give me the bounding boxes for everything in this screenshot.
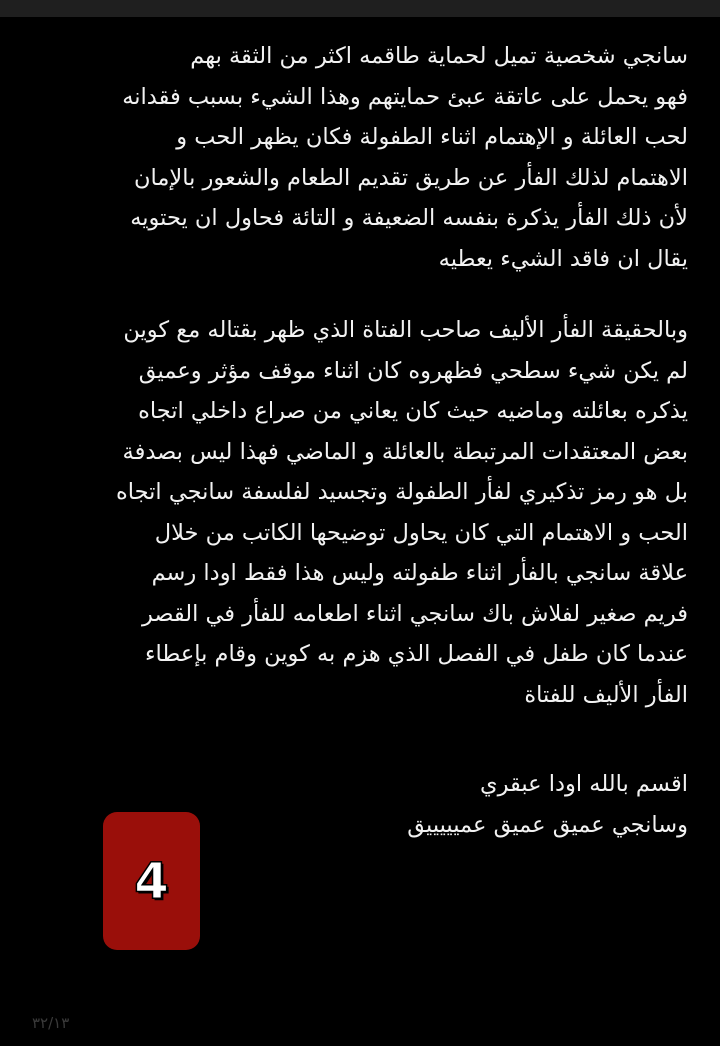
text-line: وبالحقيقة الفأر الأليف صاحب الفتاة الذي ظهر بقتاله مع كوين <box>123 317 688 343</box>
text-line: الاهتمام لذلك الفأر عن طريق تقديم الطعام والشعور بالإمان <box>133 164 688 191</box>
text-line: لحب العائلة و الإهتمام اثناء الطفولة فكان يظهر الحب و <box>176 124 688 150</box>
paragraph-sanji-protection <box>28 36 688 279</box>
paragraph-pet-mouse <box>28 310 688 715</box>
text-line: يقال ان فاقد الشيء يعطيه <box>438 245 688 272</box>
text-line: لم يكن شيء سطحي فظهروه كان اثناء موقف مؤثر وعميق <box>138 357 688 384</box>
text-line: بل هو رمز تذكيري لفأر الطفولة وتجسيد لفلسفة سانجي اتجاه <box>116 479 688 505</box>
text-line: فريم صغير لفلاش باك سانجي اثناء اطعامه للفأر في القصر <box>141 600 688 627</box>
text-line: لأن ذلك الفأر يذكرة بنفسه الضعيفة و التائة فحاول ان يحتويه <box>130 205 688 231</box>
text-line: سانجي شخصية تميل لحماية طاقمه اكثر من الثقة بهم <box>190 43 688 69</box>
text-line: بعض المعتقدات المرتبطة بالعائلة و الماضي فهذا ليس بصدفة <box>122 438 688 465</box>
text-line: يذكره بعائلته وماضيه حيث كان يعاني من صراع داخلي اتجاه <box>138 398 688 424</box>
text-line: الفأر الأليف للفتاة <box>524 681 688 708</box>
text-line: علاقة سانجي بالفأر اثناء طفولته وليس هذا فقط اودا رسم <box>151 560 688 586</box>
number-badge <box>103 812 200 950</box>
text-line: وسانجي عميق عميق عميييييق <box>407 811 688 838</box>
text-line: عندما كان طفل في الفصل الذي هزم به كوين وقام بإعطاء <box>144 641 688 667</box>
document-page <box>0 17 720 1046</box>
badge-number: 4 <box>134 852 169 910</box>
text-line: الحب و الاهتمام التي كان يحاول توضيحها الكاتب من خلال <box>154 519 688 546</box>
page-number: ٣٢/١٣ <box>32 1014 70 1032</box>
top-status-strip <box>0 0 720 17</box>
text-line: اقسم بالله اودا عبقري <box>479 771 688 797</box>
text-line: فهو يحمل على عاتقة عبئ حمايتهم وهذا الشيء بسبب فقدانه <box>122 83 688 110</box>
